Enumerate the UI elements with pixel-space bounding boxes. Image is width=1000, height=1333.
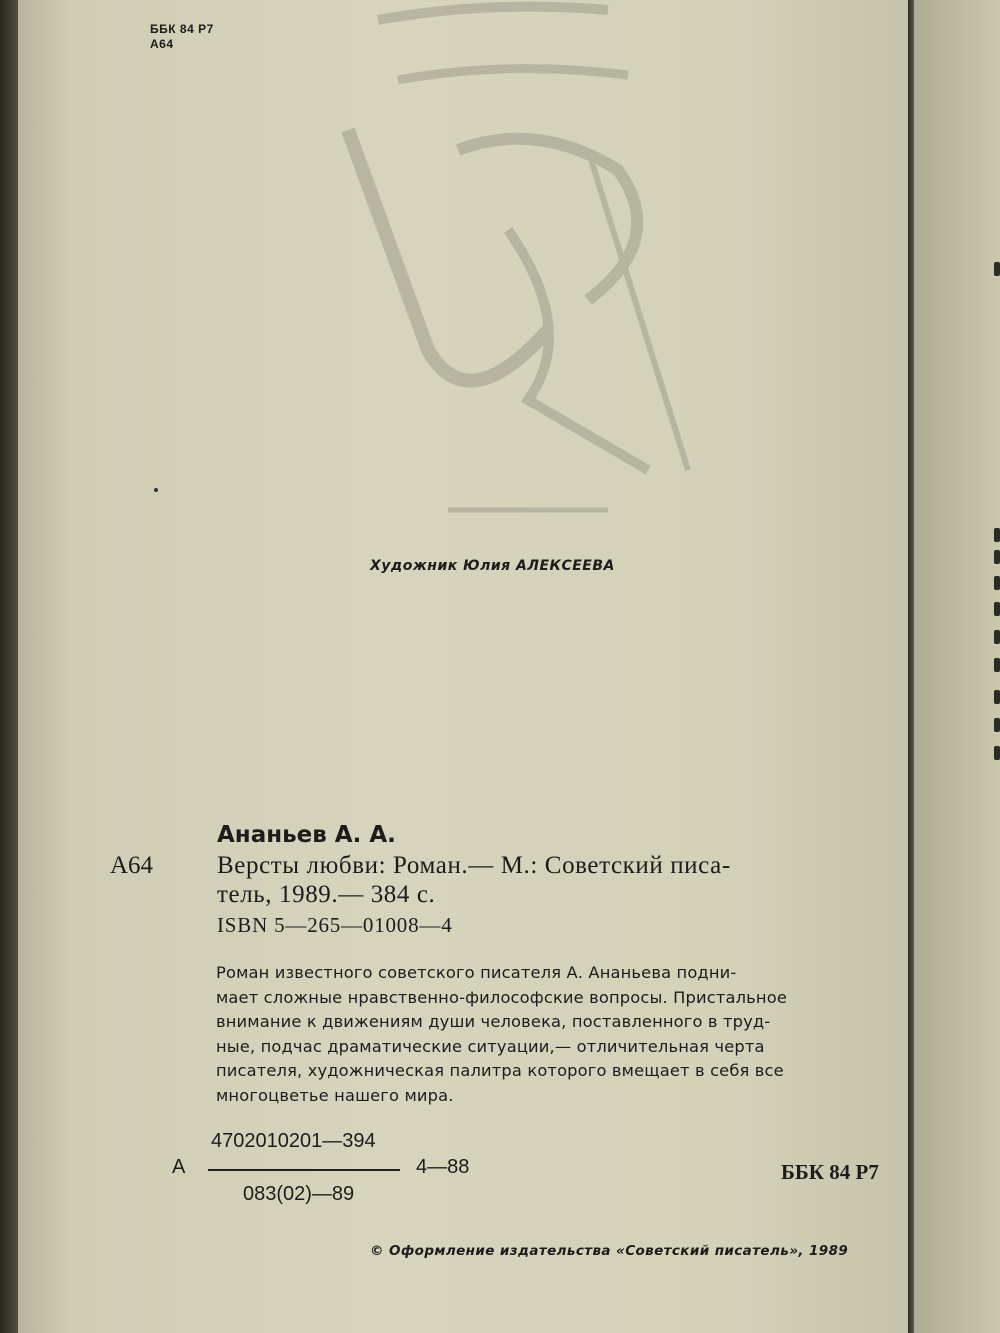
annotation-line: писателя, художническая палитра которого вмещает в себя все xyxy=(216,1061,784,1081)
title-line-1: Версты любви: Роман.— М.: Советский писа- xyxy=(217,852,731,879)
publication-code-suffix: 4—88 xyxy=(416,1156,470,1178)
fraction-divider xyxy=(208,1169,400,1171)
adjacent-page-mark xyxy=(994,630,1000,644)
title-line-2: тель, 1989.— 384 с. xyxy=(217,881,436,908)
adjacent-page-mark xyxy=(994,602,1000,616)
copyright-line: © Оформление издательства «Советский писатель», 1989 xyxy=(370,1243,849,1259)
author-name: Ананьев А. А. xyxy=(217,822,396,848)
book-page xyxy=(18,0,910,1333)
publication-code-denominator: 083(02)—89 xyxy=(243,1183,355,1205)
annotation-line: Роман известного советского писателя А. Ананьева подни- xyxy=(216,963,737,982)
adjacent-page-mark xyxy=(994,718,1000,732)
adjacent-page-mark xyxy=(994,576,1000,590)
adjacent-page-mark xyxy=(994,658,1000,672)
header-bbk-block xyxy=(150,22,214,52)
annotation-line: многоцветье нашего мира. xyxy=(216,1085,454,1105)
catalog-code: А64 xyxy=(110,852,154,879)
adjacent-page-edge xyxy=(914,0,1000,1333)
isbn: ISBN 5—265—01008—4 xyxy=(217,913,453,937)
artist-credit: Художник Юлия АЛЕКСЕЕВА xyxy=(370,558,615,574)
annotation-line: внимание к движениям души человека, поставленного в труд- xyxy=(216,1012,771,1032)
header-bbk: ББК 84 Р7 xyxy=(150,22,214,36)
footer-bbk: ББК 84 Р7 xyxy=(781,1160,879,1184)
print-dot xyxy=(154,488,158,492)
header-code: А64 xyxy=(150,37,174,51)
adjacent-page-mark xyxy=(994,690,1000,704)
adjacent-page-mark xyxy=(994,528,1000,542)
bleed-through-artwork xyxy=(288,0,768,540)
annotation xyxy=(216,961,888,1109)
publication-code-numerator: 4702010201—394 xyxy=(211,1130,376,1152)
adjacent-page-mark xyxy=(994,262,1000,276)
adjacent-page-mark xyxy=(994,550,1000,564)
publication-code-letter: А xyxy=(172,1156,186,1178)
annotation-line: ные, подчас драматические ситуации,— отличительная черта xyxy=(216,1036,765,1056)
annotation-line: мает сложные нравственно-философские вопросы. Пристальное xyxy=(216,987,788,1007)
adjacent-page-mark xyxy=(994,746,1000,760)
